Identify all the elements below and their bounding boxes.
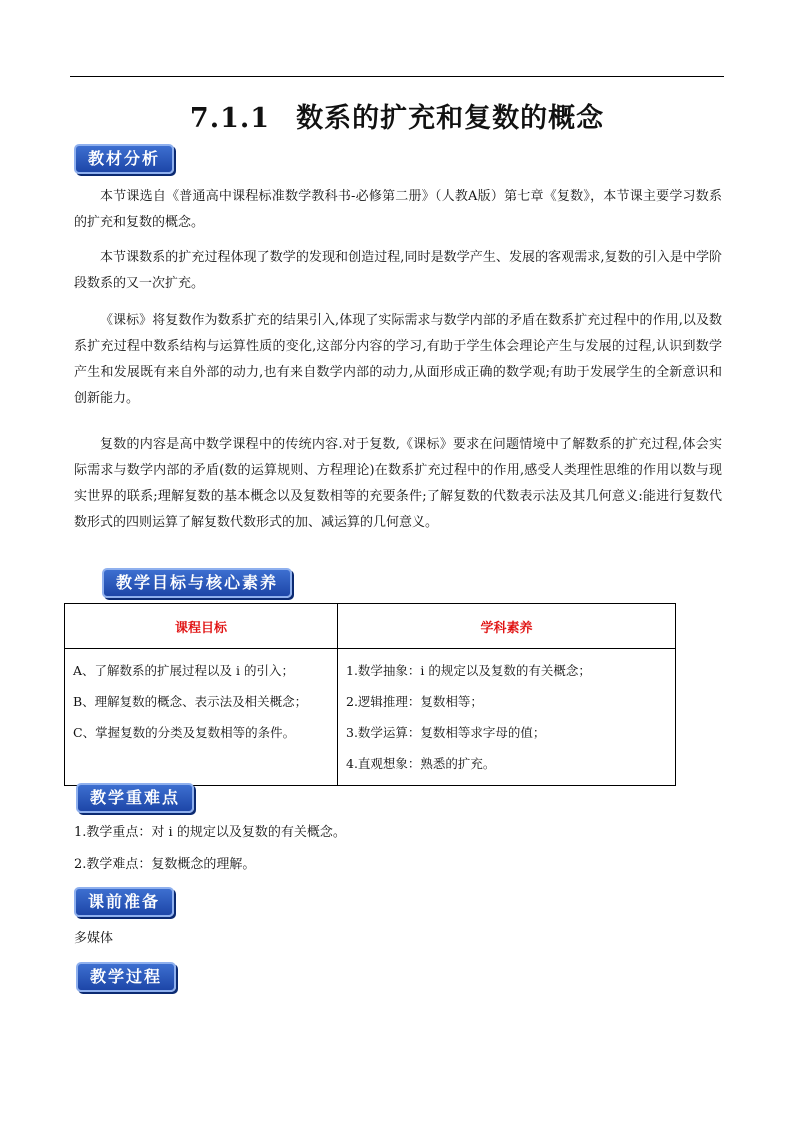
course-goals-cell	[65, 649, 338, 786]
analysis-paragraph: 本节课数系的扩充过程体现了数学的发现和创造过程,同时是数学产生、发展的客观需求,复数的引入是中学阶段数系的又一次扩充。	[74, 250, 722, 291]
section-badge-key-points: 教学重难点	[76, 783, 194, 813]
course-goal-item: B、理解复数的概念、表示法及相关概念；	[73, 694, 308, 709]
page-title	[0, 96, 794, 135]
goals-table	[64, 603, 676, 786]
literacy-item: 4.直观想象：熟悉的扩充。	[346, 756, 496, 771]
literacy-item: 3.数学运算：复数相等求字母的值；	[346, 725, 546, 740]
key-point-item: 2.教学难点：复数概念的理解。	[74, 857, 256, 872]
course-goal-item: A、了解数系的扩展过程以及 i 的引入；	[73, 663, 294, 678]
literacy-item: 2.逻辑推理：复数相等；	[346, 694, 483, 709]
literacy-item: 1.数学抽象：i 的规定以及复数的有关概念；	[346, 663, 591, 678]
section-number: 7.1.1	[189, 103, 271, 134]
analysis-paragraph: 复数的内容是高中数学课程中的传统内容.对于复数,《课标》要求在问题情境中了解数系的扩充过程,体会实际需求与数学内部的矛盾(数的运算规则、方程理论)在数系扩充过程中的作用,感受人类理性思维的作用以数与现实世界的联系;理解复数的基本概念以及复数相等的充要条件;了解复数的代数表示法及其几何意义:能进行复数代数形式的四则运算了解复数代数形式的加、减运算的几何意义。	[74, 437, 722, 530]
section-badge-goals: 教学目标与核心素养	[102, 568, 292, 598]
literacy-cell	[338, 649, 676, 786]
header-literacy: 学科素养	[338, 604, 676, 649]
key-point-item: 1.教学重点：对 i 的规定以及复数的有关概念。	[74, 825, 346, 840]
course-goal-item: C、掌握复数的分类及复数相等的条件。	[73, 725, 296, 740]
analysis-paragraph: 本节课选自《普通高中课程标准数学教科书-必修第二册》（人教A版）第七章《复数》，本节课主要学习数系的扩充和复数的概念。	[74, 189, 722, 230]
top-rule	[70, 76, 724, 77]
section-badge-preparation: 课前准备	[74, 887, 174, 917]
preparation-text: 多媒体	[74, 931, 114, 946]
section-badge-process: 教学过程	[76, 962, 176, 992]
analysis-paragraph: 《课标》将复数作为数系扩充的结果引入,体现了实际需求与数学内部的矛盾在数系扩充过程中的作用,以及数系扩充过程中数系结构与运算性质的变化,这部分内容的学习,有助于学生体会理论产生与发展的过程,认识到数学产生和发展既有来自外部的动力,也有来自数学内部的动力,从面形成正确的数学观;有助于发展学生的全新意识和创新能力。	[74, 313, 722, 406]
header-course-goals: 课程目标	[65, 604, 338, 649]
section-badge-analysis: 教材分析	[74, 144, 174, 174]
title-text: 数系的扩充和复数的概念	[296, 103, 605, 134]
